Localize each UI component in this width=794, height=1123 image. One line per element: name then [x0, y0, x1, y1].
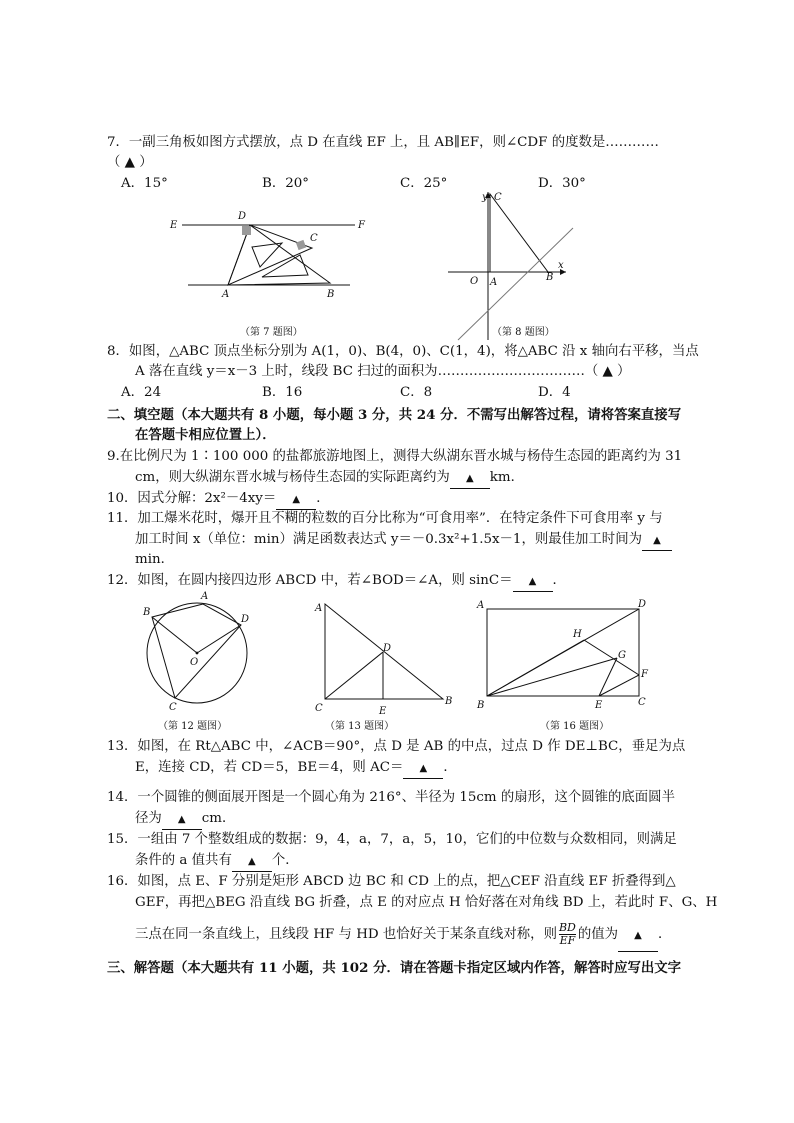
q12-answer-blank — [513, 572, 553, 592]
fig16-caption: （第 16 题图） — [540, 721, 610, 732]
q14-answer-blank — [162, 810, 202, 830]
q15-unit: 个． — [271, 853, 299, 868]
q12-tail: ． — [552, 573, 566, 588]
fig8-label-c: C — [494, 192, 502, 203]
fig16-label-a: A — [477, 600, 485, 611]
fig8-label-a: A — [490, 277, 498, 288]
fig7-label-e: E — [170, 220, 178, 231]
fig7-label-a: A — [222, 289, 230, 300]
fig12-label-c: C — [169, 702, 177, 713]
fig8-label-y: y — [482, 192, 488, 203]
q11-line2 — [135, 531, 672, 551]
q7-option-c: C．25° — [400, 176, 448, 191]
q14-line2 — [135, 810, 235, 830]
fig8-label-b: B — [546, 272, 554, 283]
answer-mark: ▲ — [419, 763, 428, 774]
q10-text: 10．因式分解：2x²－4xy＝ — [107, 491, 277, 506]
answer-mark: ▲ — [634, 930, 642, 941]
fig7-label-f: F — [358, 220, 365, 231]
q7-line1: 7．一副三角板如图方式摆放，点 D 在直线 EF 上，且 AB∥EF，则∠CDF 的度数是………… — [107, 135, 659, 150]
figure-13 — [313, 598, 463, 717]
section2-heading-cont: 在答题卡相应位置上）． — [135, 427, 276, 443]
fig8-label-o: O — [470, 276, 479, 287]
q10-line — [107, 490, 330, 510]
q16-text: 三点在同一条直线上，且线段 HF 与 HD 也恰好关于某条直线对称，则 — [135, 927, 557, 942]
q16-line1: 16．如图，点 E、F 分别是矩形 ABCD 边 BC 和 CD 上的点，把△CEF 沿直线 EF 折叠得到△ — [107, 874, 676, 889]
answer-mark: ▲ — [292, 494, 301, 505]
q9-unit: km． — [489, 470, 524, 485]
q16-line3 — [135, 920, 671, 952]
q13-tail: ． — [443, 760, 457, 775]
fig7-label-d: D — [238, 211, 247, 222]
section2-heading: 二、填空题（本大题共有 8 小题，每小题 3 分，共 24 分．不需写出解答过程，请将答案直接写 — [107, 407, 682, 423]
q13-line1: 13．如图，在 Rt△ABC 中，∠ACB＝90°，点 D 是 AB 的中点，过点 D 作 DE⊥BC，垂足为点 — [107, 739, 686, 754]
q8-line1: 8．如图，△ABC 顶点坐标分别为 A(1，0)、B(4，0)、C(1，4)，将△ABC 沿 x 轴向右平移，当点 — [107, 344, 699, 359]
answer-mark: ▲ — [528, 576, 537, 587]
section3-heading: 三、解答题（本大题共有 11 小题，共 102 分．请在答题卡指定区域内作答，解答时应写出文字 — [107, 960, 682, 976]
q16-line2: GEF，再把△BEG 沿直线 BG 折叠，点 E 的对应点 H 恰好落在对角线 BD 上，若此时 F、G、H — [135, 895, 718, 910]
q13-text: E，连接 CD，若 CD＝5，BE＝4，则 AC＝ — [135, 760, 404, 775]
fig13-label-b: B — [445, 696, 453, 707]
q13-answer-blank — [403, 759, 443, 779]
figure-16 — [474, 597, 654, 712]
figure-12 — [140, 590, 265, 715]
q8-option-d: D．4 — [538, 385, 571, 400]
q9-text: cm，则大纵湖东晋水城与杨侍生态园的实际距离约为 — [135, 470, 450, 485]
answer-mark: ▲ — [465, 473, 474, 484]
q15-text: 条件的 a 值共有 — [135, 853, 232, 868]
fig7-label-b: B — [327, 289, 335, 300]
q15-answer-blank — [232, 852, 272, 872]
q8-option-b: B．16 — [262, 385, 303, 400]
fig12-label-a: A — [201, 591, 209, 602]
figure-8 — [448, 188, 578, 343]
answer-mark: ▲ — [177, 814, 186, 825]
fig13-caption: （第 13 题图） — [325, 721, 395, 732]
fig13-label-c: C — [315, 703, 323, 714]
fig16-label-c: C — [638, 697, 646, 708]
fig12-label-d: D — [241, 614, 250, 625]
q11-text: 加工时间 x（单位：min）满足函数表达式 y＝－0.3x²+1.5x－1，则最佳加工时间为 — [135, 532, 642, 547]
q9-line2 — [135, 469, 524, 489]
fig16-label-g: G — [618, 650, 626, 661]
answer-mark: ▲ — [653, 535, 661, 546]
fig12-caption: （第 12 题图） — [158, 721, 228, 732]
q7-option-b: B．20° — [262, 176, 309, 191]
fig12-label-o: O — [190, 657, 199, 668]
q10-tail: ． — [316, 491, 330, 506]
q9-line1: 9.在比例尺为 1∶100 000 的盐都旅游地图上，测得大纵湖东晋水城与杨侍生态园的距离约为 31 — [107, 449, 683, 464]
q11-line1: 11．加工爆米花时，爆开且不糊的粒数的百分比称为“可食用率”．在特定条件下可食用率 y 与 — [107, 511, 663, 526]
q16-frac-numerator: BD — [558, 921, 576, 934]
fig12-label-b: B — [143, 607, 151, 618]
fig7-caption: （第 7 题图） — [240, 327, 303, 338]
fig16-label-b: B — [477, 700, 485, 711]
q10-answer-blank — [276, 490, 316, 510]
q16-frac-denominator: EF — [559, 934, 576, 947]
q7-line2: （ ▲ ） — [107, 155, 153, 170]
q12-line — [107, 572, 566, 592]
q16-answer-blank — [618, 920, 658, 952]
fig7-label-c: C — [310, 233, 318, 244]
fig8-caption: （第 8 题图） — [492, 327, 555, 338]
q14-unit: cm． — [201, 811, 236, 826]
q13-line2 — [135, 759, 457, 779]
q15-line1: 15．一组由 7 个整数组成的数据：9，4，a，7，a，5，10，它们的中位数与众数相同，则满足 — [107, 832, 677, 847]
fig16-label-h: H — [573, 629, 582, 640]
q14-text: 径为 — [135, 811, 162, 826]
q16-tail: ． — [658, 927, 672, 942]
figure-7 — [160, 205, 380, 305]
q7-option-d: D．30° — [538, 176, 586, 191]
q15-line2 — [135, 852, 299, 872]
q14-line1: 14．一个圆锥的侧面展开图是一个圆心角为 216°、半径为 15cm 的扇形，这个圆锥的底面圆半 — [107, 790, 675, 805]
q7-option-a: A．15° — [121, 176, 168, 191]
fig13-label-a: A — [315, 603, 323, 614]
fig13-label-d: D — [383, 643, 392, 654]
q16-fraction — [559, 922, 576, 947]
q16-text-2: 的值为 — [577, 927, 619, 942]
fig16-label-e: E — [595, 700, 603, 711]
q9-answer-blank — [450, 469, 490, 489]
q12-text: 12．如图，在圆内接四边形 ABCD 中，若∠BOD＝∠A，则 sinC＝ — [107, 573, 513, 588]
fig8-label-x: x — [558, 260, 564, 271]
fig13-label-e: E — [379, 706, 387, 717]
q11-line3: min． — [135, 552, 174, 567]
q8-line2: A 落在直线 y＝x－3 上时，线段 BC 扫过的面积为……………………………（ ▲ ） — [135, 364, 631, 379]
q8-option-a: A．24 — [121, 385, 162, 400]
q11-answer-blank — [642, 531, 672, 551]
answer-mark: ▲ — [247, 856, 256, 867]
q8-option-c: C．8 — [400, 385, 433, 400]
fig16-label-d: D — [638, 599, 647, 610]
fig16-label-f: F — [641, 669, 648, 680]
